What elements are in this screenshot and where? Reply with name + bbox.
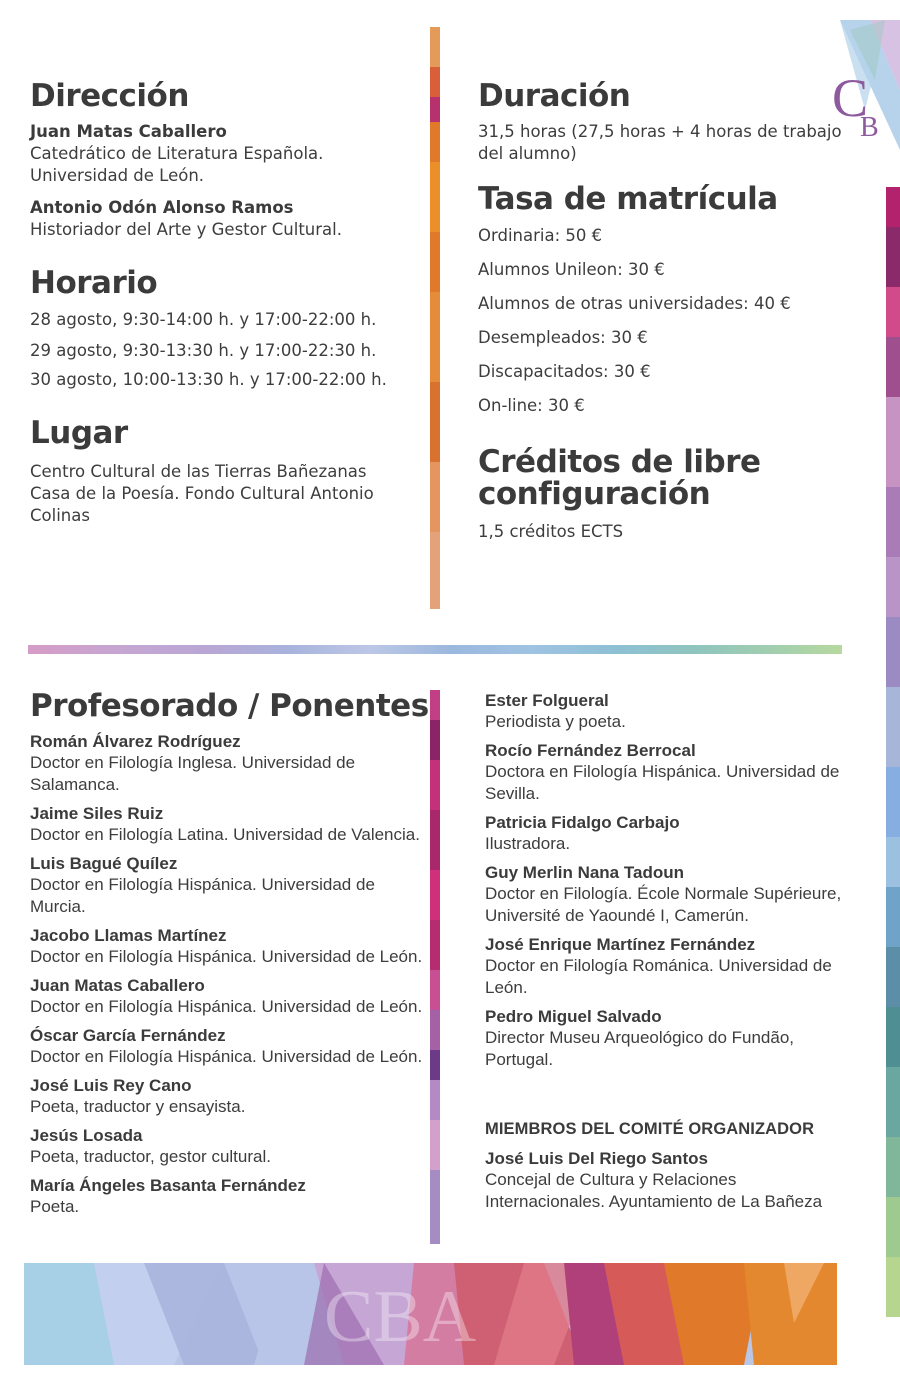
- tasa-item: Alumnos Unileon: 30 €: [478, 260, 665, 279]
- speaker-name: Jaime Siles Ruiz: [30, 804, 164, 823]
- logo-mark: [830, 20, 900, 155]
- speaker-desc: Doctor en Filología Hispánica. Universidad de León.: [30, 997, 423, 1016]
- speaker-desc: Ilustradora.: [485, 834, 571, 853]
- horario-heading: Horario: [30, 265, 158, 301]
- creditos-heading-line: configuración: [478, 476, 711, 512]
- horario-line: 28 agosto, 9:30-14:00 h. y 17:00-22:00 h.: [30, 310, 377, 329]
- top-divider-bar: [430, 27, 440, 609]
- profesorado-left-list: [30, 731, 430, 1225]
- bottom-divider-bar: [430, 690, 440, 1244]
- speaker-name: Ester Folgueral: [485, 691, 609, 710]
- tasa-item: Alumnos de otras universidades: 40 €: [478, 294, 791, 313]
- speaker-desc: Director Museu Arqueológico do Fundão,: [485, 1028, 795, 1047]
- speaker-desc: Doctor en Filología Románica. Universidad de: [485, 956, 832, 975]
- duracion-line: del alumno): [478, 144, 577, 163]
- speaker-name: Rocío Fernández Berrocal: [485, 741, 696, 760]
- direccion-heading: Dirección: [30, 78, 189, 114]
- speaker-name: Óscar García Fernández: [30, 1026, 226, 1045]
- speaker-name: Juan Matas Caballero: [30, 976, 205, 995]
- comite-member-desc: Internacionales. Ayuntamiento de La Bañeza: [485, 1192, 823, 1211]
- tasa-item: Discapacitados: 30 €: [478, 362, 651, 381]
- person-name: Juan Matas Caballero: [30, 122, 227, 141]
- creditos-heading: [478, 446, 858, 510]
- direccion-section: [30, 78, 420, 241]
- speaker-item: [30, 1075, 430, 1118]
- direccion-person: [30, 197, 420, 241]
- speaker-desc: Doctor en Filología. École Normale Supérieure,: [485, 884, 842, 903]
- tasa-section: [478, 181, 858, 423]
- speaker-desc: León.: [485, 978, 528, 997]
- speaker-name: José Enrique Martínez Fernández: [485, 935, 756, 954]
- creditos-value: 1,5 créditos ECTS: [478, 522, 624, 541]
- speaker-desc: Poeta.: [30, 1197, 80, 1216]
- speaker-item: [30, 1025, 430, 1068]
- speaker-name: Luis Bagué Quílez: [30, 854, 178, 873]
- speaker-item: [485, 740, 855, 805]
- duracion-line: 31,5 horas (27,5 horas + 4 horas de trabajo: [478, 122, 842, 141]
- speaker-name: María Ángeles Basanta Fernández: [30, 1176, 306, 1195]
- lugar-heading: Lugar: [30, 415, 128, 451]
- comite-section: [485, 1119, 855, 1213]
- lugar-line: Colinas: [30, 506, 90, 525]
- logo-text: C: [832, 68, 869, 128]
- speaker-name: Jacobo Llamas Martínez: [30, 926, 227, 945]
- comite-member-desc: Concejal de Cultura y Relaciones: [485, 1170, 737, 1189]
- comite-member-name: José Luis Del Riego Santos: [485, 1149, 708, 1168]
- speaker-name: Román Álvarez Rodríguez: [30, 732, 241, 751]
- right-edge-strip: [886, 187, 900, 1367]
- speaker-desc: Doctora en Filología Hispánica. Universidad de: [485, 762, 840, 781]
- svg-text:B: B: [860, 112, 879, 143]
- speaker-desc: Poeta, traductor, gestor cultural.: [30, 1147, 271, 1166]
- horario-line: 29 agosto, 9:30-13:30 h. y 17:00-22:30 h.: [30, 341, 377, 360]
- tasa-item: Desempleados: 30 €: [478, 328, 648, 347]
- horizontal-divider-bar: [28, 645, 842, 654]
- speaker-desc: Doctor en Filología Latina. Universidad de Valencia.: [30, 825, 420, 844]
- comite-heading: MIEMBROS DEL COMITÉ ORGANIZADOR: [485, 1120, 815, 1138]
- creditos-heading-line: Créditos de libre: [478, 444, 761, 480]
- duracion-heading: Duración: [478, 78, 631, 114]
- speaker-item: [485, 934, 855, 999]
- creditos-section: [478, 446, 858, 543]
- speaker-item: [30, 975, 430, 1018]
- horario-line: 30 agosto, 10:00-13:30 h. y 17:00-22:00 h.: [30, 370, 387, 389]
- profesorado-right-list: [485, 690, 855, 1078]
- speaker-item: [30, 1125, 430, 1168]
- tasa-item: On-line: 30 €: [478, 396, 585, 415]
- duracion-section: [478, 78, 858, 165]
- speaker-item: [30, 853, 430, 918]
- speaker-desc: Salamanca.: [30, 775, 120, 794]
- speaker-desc: Periodista y poeta.: [485, 712, 626, 731]
- speaker-desc: Doctor en Filología Hispánica. Universidad de: [30, 875, 375, 894]
- speaker-item: [30, 731, 430, 796]
- speaker-name: Jesús Losada: [30, 1126, 143, 1145]
- speaker-desc: Doctor en Filología Inglesa. Universidad de: [30, 753, 356, 772]
- lugar-line: Casa de la Poesía. Fondo Cultural Antonio: [30, 484, 374, 503]
- speaker-item: [30, 1175, 430, 1218]
- speaker-desc: Sevilla.: [485, 784, 540, 803]
- speaker-name: Guy Merlin Nana Tadoun: [485, 863, 684, 882]
- bottom-banner: [24, 1263, 837, 1365]
- speaker-name: José Luis Rey Cano: [30, 1076, 192, 1095]
- speaker-item: [30, 925, 430, 968]
- speaker-desc: Doctor en Filología Hispánica. Universidad de León.: [30, 1047, 423, 1066]
- profesorado-heading: Profesorado / Ponentes: [30, 688, 429, 724]
- speaker-desc: Murcia.: [30, 897, 86, 916]
- speaker-desc: Université de Yaoundé I, Camerún.: [485, 906, 749, 925]
- speaker-item: [485, 690, 855, 733]
- person-name: Antonio Odón Alonso Ramos: [30, 198, 294, 217]
- tasa-item: Ordinaria: 50 €: [478, 226, 603, 245]
- horario-section: [30, 265, 420, 394]
- speaker-desc: Portugal.: [485, 1050, 554, 1069]
- lugar-section: [30, 415, 420, 527]
- lugar-line: Centro Cultural de las Tierras Bañezanas: [30, 462, 367, 481]
- speaker-item: [485, 812, 855, 855]
- speaker-desc: Doctor en Filología Hispánica. Universidad de León.: [30, 947, 423, 966]
- banner-logo-text: CBA: [324, 1276, 477, 1358]
- tasa-heading: Tasa de matrícula: [478, 181, 778, 217]
- speaker-item: [485, 862, 855, 927]
- person-desc: Historiador del Arte y Gestor Cultural.: [30, 220, 342, 239]
- speaker-name: Pedro Miguel Salvado: [485, 1007, 662, 1026]
- speaker-item: [485, 1006, 855, 1071]
- speaker-item: [30, 803, 430, 846]
- person-desc: Universidad de León.: [30, 166, 205, 185]
- direccion-person: [30, 121, 420, 187]
- speaker-desc: Poeta, traductor y ensayista.: [30, 1097, 246, 1116]
- person-desc: Catedrático de Literatura Española.: [30, 144, 324, 163]
- speaker-name: Patricia Fidalgo Carbajo: [485, 813, 680, 832]
